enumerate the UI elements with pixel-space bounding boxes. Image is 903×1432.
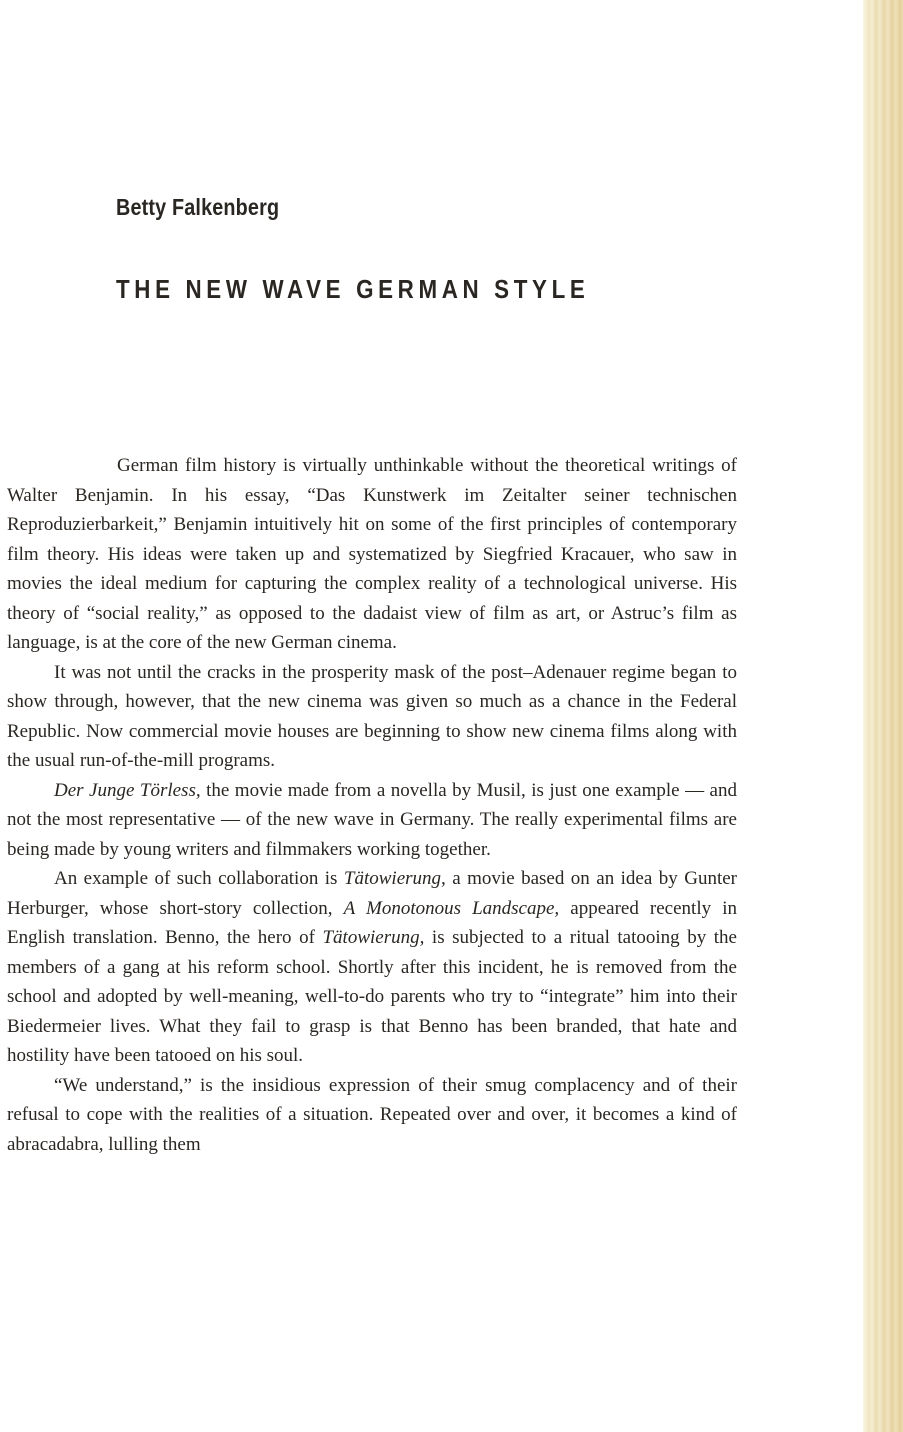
text-segment: appeared recently in English translation. Benno, the hero of <box>7 897 737 948</box>
text-segment: German film history is virtually unthinkable without the theoretical writings of Walter Benjamin. In his essay, “Das Kunstwerk im Zeitalter seiner technischen Reproduzierbarkeit,” Benjamin intuitively hit on some of the first principles of contemporary film theory. His ideas were taken up and systematized by Siegfried Kracauer, who saw in movies the ideal medium for capturing the complex reality of a technological universe. His theory of “social reality,” as opposed to the dadaist view of film as art, or Astruc’s film as language, is at the core of the new German cinema. <box>7 455 737 653</box>
author-name: Betty Falkenberg <box>116 194 280 220</box>
film-title: Tätowierung, <box>343 868 446 889</box>
text-segment: is subjected to a ritual tatooing by the members of a gang at his reform school. Shortly after this incident, he is removed from the school and adopted by well-meaning, well-to-do parents who try to “integrate” him into their Biedermeier lives. What they fail to grasp is that Benno has been branded, that hate and hostility have been tatooed on his soul. <box>7 927 737 1066</box>
paragraph-1 <box>7 451 737 658</box>
paragraph-5 <box>7 1071 737 1160</box>
text-segment: the movie made from a novella by Musil, is just one example — and not the most representative — of the new wave in Germany. The really experimental films are being made by young writers and filmmakers working together. <box>7 779 737 860</box>
film-title: Tätowierung, <box>322 927 425 948</box>
paragraph-3 <box>7 776 737 865</box>
book-title: A Monotonous Landscape, <box>343 897 560 919</box>
paragraph-2 <box>7 658 737 776</box>
text-segment: An example of such collaboration is <box>54 868 344 889</box>
text-segment: a movie based on an idea by Gunter Herburger, whose short-story collection, <box>7 868 737 919</box>
film-title: Der Junge Törless, <box>54 779 201 801</box>
text-segment: It was not until the cracks in the prosperity mask of the post–Adenauer regime began to show through, however, that the new cinema was given so much as a chance in the Federal Republic. Now commercial movie houses are beginning to show new cinema films along with the usual run-of-the-mill programs. <box>7 661 737 771</box>
article-title: THE NEW WAVE GERMAN STYLE <box>116 274 590 304</box>
text-segment: “We understand,” is the insidious expression of their smug complacency and of their refusal to cope with the realities of a situation. Repeated over and over, it becomes a kind of abracadabra, lulling them <box>7 1074 737 1155</box>
page-edge <box>863 0 903 1432</box>
article-body <box>7 451 737 1159</box>
paragraph-4 <box>7 864 737 1071</box>
